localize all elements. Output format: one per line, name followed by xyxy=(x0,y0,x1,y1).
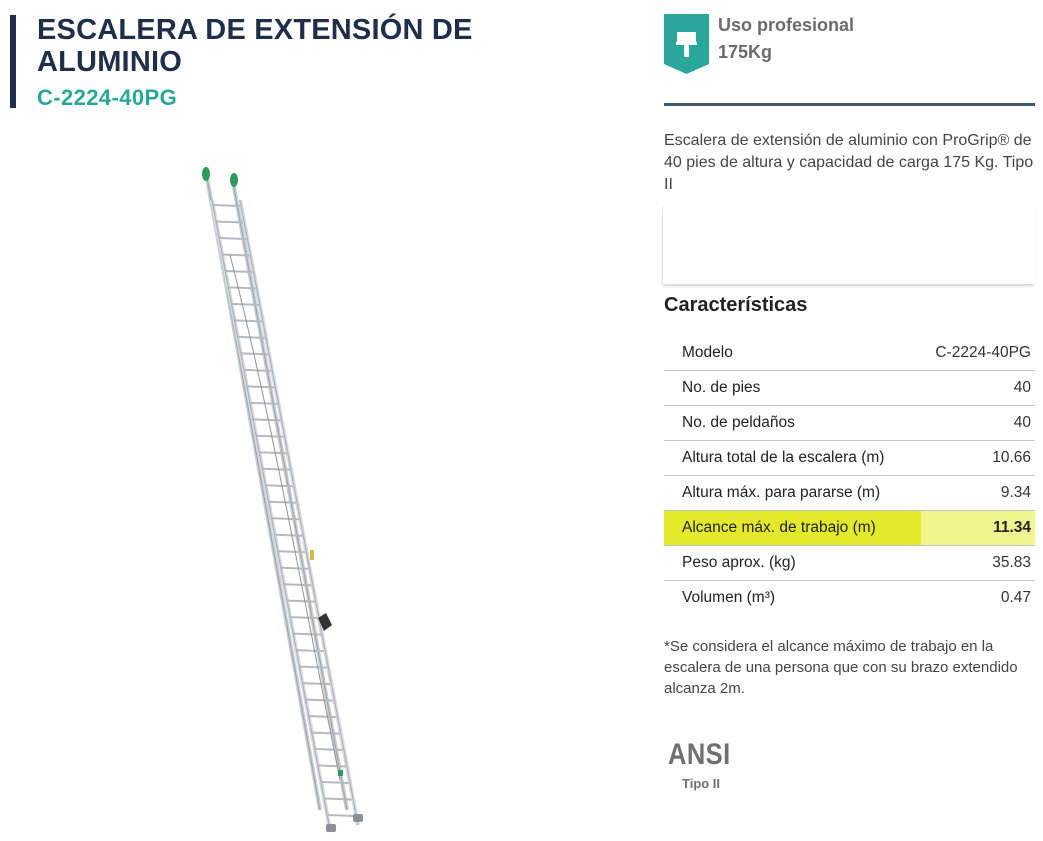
spec-row xyxy=(664,406,1035,441)
ladder-rung xyxy=(216,221,243,222)
spec-label: Alcance máx. de trabajo (m) xyxy=(664,511,921,546)
title-accent-bar xyxy=(10,15,16,108)
characteristics-table xyxy=(664,336,1035,615)
professional-use-badge xyxy=(664,14,709,74)
ladder-rung xyxy=(229,287,256,288)
spec-label: Volumen (m³) xyxy=(682,589,776,606)
ladder-rung xyxy=(235,320,262,321)
section-divider xyxy=(664,103,1035,106)
spec-row xyxy=(664,336,1035,371)
ladder-rung xyxy=(219,238,246,239)
ladder-rope xyxy=(230,255,340,780)
ladder-rung xyxy=(306,700,333,701)
ladder-rung xyxy=(309,716,336,717)
ladder-base-section xyxy=(212,200,358,830)
ladder-fly-section xyxy=(207,178,347,810)
ladder-rung xyxy=(319,766,346,767)
spec-label: Modelo xyxy=(664,336,921,371)
ladder-rung xyxy=(260,452,287,453)
ladder-rung xyxy=(241,353,268,354)
spec-value: 9.34 xyxy=(921,476,1035,511)
characteristics-title: Características xyxy=(664,294,808,316)
ladder-rung xyxy=(312,733,339,734)
ladder-rung xyxy=(278,551,305,552)
spec-row xyxy=(664,441,1035,476)
ladder-rungs xyxy=(213,205,355,816)
ladder-rung xyxy=(281,568,308,569)
ladder-rung xyxy=(266,485,293,486)
ladder-rung xyxy=(213,205,240,206)
ladder-rung xyxy=(303,683,330,684)
spec-value: 10.66 xyxy=(921,441,1035,476)
spec-value: 35.83 xyxy=(921,546,1035,581)
product-title-line1: ESCALERA DE EXTENSIÓN DE xyxy=(37,14,473,46)
media-placeholder-box xyxy=(662,206,1035,284)
reach-footnote: *Se considera el alcance máximo de trabajo en la escalera de una persona que con su brazo extendido alcanza 2m. xyxy=(664,638,1018,697)
ladder-rung xyxy=(316,749,343,750)
badge-usage-label: Uso profesional xyxy=(718,15,855,35)
ladder-rung xyxy=(291,617,318,618)
product-model-code: C-2224-40PG xyxy=(37,85,178,110)
spec-row xyxy=(664,476,1035,511)
ladder-rung xyxy=(257,436,284,437)
spec-label: Altura máx. para pararse (m) xyxy=(664,476,921,511)
ladder-rung xyxy=(232,304,259,305)
spec-label: Peso aprox. (kg) xyxy=(664,546,921,581)
ansi-logo: ANSI xyxy=(668,738,731,771)
spec-value: 40 xyxy=(921,371,1035,406)
ladder-rung xyxy=(225,271,252,272)
ladder-rung xyxy=(238,337,265,338)
ladder-rung xyxy=(322,782,349,783)
ladder-product-image xyxy=(190,160,390,840)
product-title xyxy=(37,14,473,78)
spec-row-highlighted xyxy=(664,511,1035,546)
spec-value: 0.47 xyxy=(1000,589,1031,606)
badge-capacity-label: 175Kg xyxy=(718,42,773,62)
ladder-rung xyxy=(325,799,352,800)
ladder-rung xyxy=(275,535,302,536)
ladder-rung xyxy=(272,518,299,519)
spec-row xyxy=(664,546,1035,581)
spec-value: 11.34 xyxy=(921,511,1035,546)
ladder-rung xyxy=(253,419,280,420)
ladder-rung xyxy=(294,634,321,635)
product-description: Escalera de extensión de aluminio con ProGrip® de 40 pies de altura y capacidad de carga 175 Kg. Tipo II xyxy=(664,132,1034,193)
ladder-rung xyxy=(328,815,355,816)
ladder-rung xyxy=(284,584,311,585)
spec-row xyxy=(664,581,1035,616)
spec-row xyxy=(664,371,1035,406)
ladder-rung xyxy=(269,502,296,503)
ladder-rung xyxy=(263,469,290,470)
ladder-rung xyxy=(297,650,324,651)
product-title-line2: ALUMINIO xyxy=(37,46,182,78)
ladder-rung xyxy=(250,403,277,404)
ladder-rung xyxy=(222,254,249,255)
ladder-rung xyxy=(300,667,327,668)
ladder-rung xyxy=(288,601,315,602)
spec-label: No. de peldaños xyxy=(664,406,921,441)
spec-label: Altura total de la escalera (m) xyxy=(664,441,921,476)
spec-value: C-2224-40PG xyxy=(921,336,1035,371)
spec-value: 40 xyxy=(921,406,1035,441)
spec-label: No. de pies xyxy=(664,371,921,406)
ansi-type-label: Tipo II xyxy=(682,776,721,791)
